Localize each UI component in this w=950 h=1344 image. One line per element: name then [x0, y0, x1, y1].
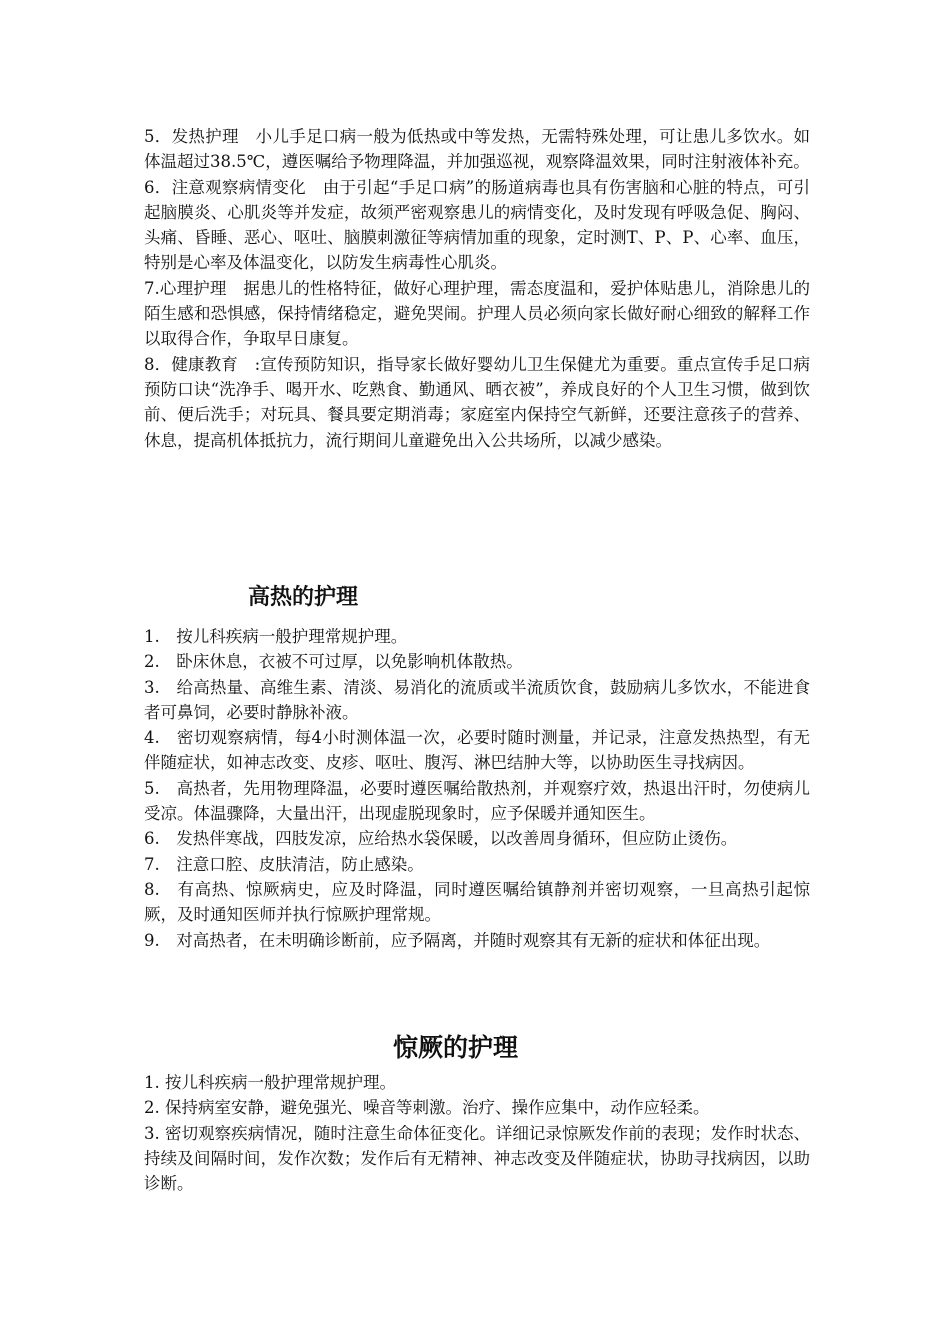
- heading-convulsion-nursing: 惊厥的护理: [393, 1033, 519, 1062]
- list-item: 6. 发热伴寒战，四肢发凉，应给热水袋保暖，以改善周身循环，但应防止烫伤。: [144, 829, 738, 849]
- list-item: 3. 密切观察疾病情况，随时注意生命体征变化。详细记录惊厥发作前的表现；发作时状态、持续及间隔时间，发作次数；发作后有无精神、神志改变及伴随症状，协助寻找病因，以助诊断。: [144, 1123, 810, 1194]
- list-item: 1. 按儿科疾病一般护理常规护理。: [144, 1073, 396, 1092]
- heading-high-fever-nursing: 高热的护理: [248, 584, 359, 610]
- list-item: 1. 按儿科疾病一般护理常规护理。: [144, 627, 408, 646]
- list-item: 3. 给高热量、高维生素、清淡、易消化的流质或半流质饮食，鼓励病儿多饮水，不能进食者可鼻饲，必要时静脉补液。: [144, 677, 810, 722]
- list-item: 4. 密切观察病情，每4小时测体温一次，必要时随时测量，并记录，注意发热热型，有无伴随症状，如神志改变、皮疹、呕吐、腹泻、淋巴结肿大等，以协助医生寻找病因。: [144, 728, 810, 773]
- paragraph-psychological-care: 7.心理护理 据患儿的性格特征，做好心理护理，需态度温和，爱护体贴患儿，消除患儿的陌生感和恐惧感，保持情绪稳定，避免哭闹。护理人员必须向家长做好耐心细致的解释工作以取得合作，争取早日康复。: [144, 278, 810, 349]
- list-item: 2. 卧床休息，衣被不可过厚，以免影响机体散热。: [144, 652, 523, 672]
- convulsion-nursing-section: [144, 1070, 810, 1196]
- high-fever-nursing-section: [144, 624, 810, 953]
- list-item: 2. 保持病室安静，避免强光、噪音等刺激。治疗、操作应集中，动作应轻柔。: [144, 1098, 710, 1118]
- list-item: 5. 高热者，先用物理降温，必要时遵医嘱给散热剂，并观察疗效，热退出汗时，勿使病儿受凉。体温骤降，大量出汗，出现虚脱现象时，应予保暖并通知医生。: [144, 778, 810, 824]
- paragraph-fever-care: 5．发热护理 小儿手足口病一般为低热或中等发热，无需特殊处理，可让患儿多饮水。如体温超过38.5℃，遵医嘱给予物理降温，并加强巡视，观察降温效果，同时注射液体补充。: [144, 127, 810, 172]
- paragraph-observe-condition: 6．注意观察病情变化 由于引起“手足口病”的肠道病毒也具有伤害脑和心脏的特点，可引起脑膜炎、心肌炎等并发症，故须严密观察患儿的病情变化，及时发现有呼吸急促、胸闷、头痛、昏睡、恶心、呕吐、脑膜刺激征等病情加重的现象，定时测T、P、P、心率、血压，特别是心率及体温变化，以防发生病毒性心肌炎。: [144, 177, 810, 273]
- paragraph-health-education: 8．健康教育 :宣传预防知识，指导家长做好婴幼儿卫生保健尤为重要。重点宣传手足口病预防口诀“洗净手、喝开水、吃熟食、勤通风、晒衣被”，养成良好的个人卫生习惯，做到饮前、便后洗手；对玩具、餐具要定期消毒；家庭室内保持空气新鲜，还要注意孩子的营养、休息，提高机体抵抗力，流行期间儿童避免出入公共场所，以减少感染。: [144, 354, 810, 450]
- list-item: 9. 对高热者，在未明确诊断前，应予隔离，并随时观察其有无新的症状和体征出现。: [144, 930, 771, 950]
- list-item: 7. 注意口腔、皮肤清洁，防止感染。: [144, 854, 424, 874]
- hfmd-nursing-continued-section: [144, 124, 810, 453]
- list-item: 8. 有高热、惊厥病史，应及时降温，同时遵医嘱给镇静剂并密切观察，一旦高热引起惊厥，及时通知医师并执行惊厥护理常规。: [144, 879, 810, 925]
